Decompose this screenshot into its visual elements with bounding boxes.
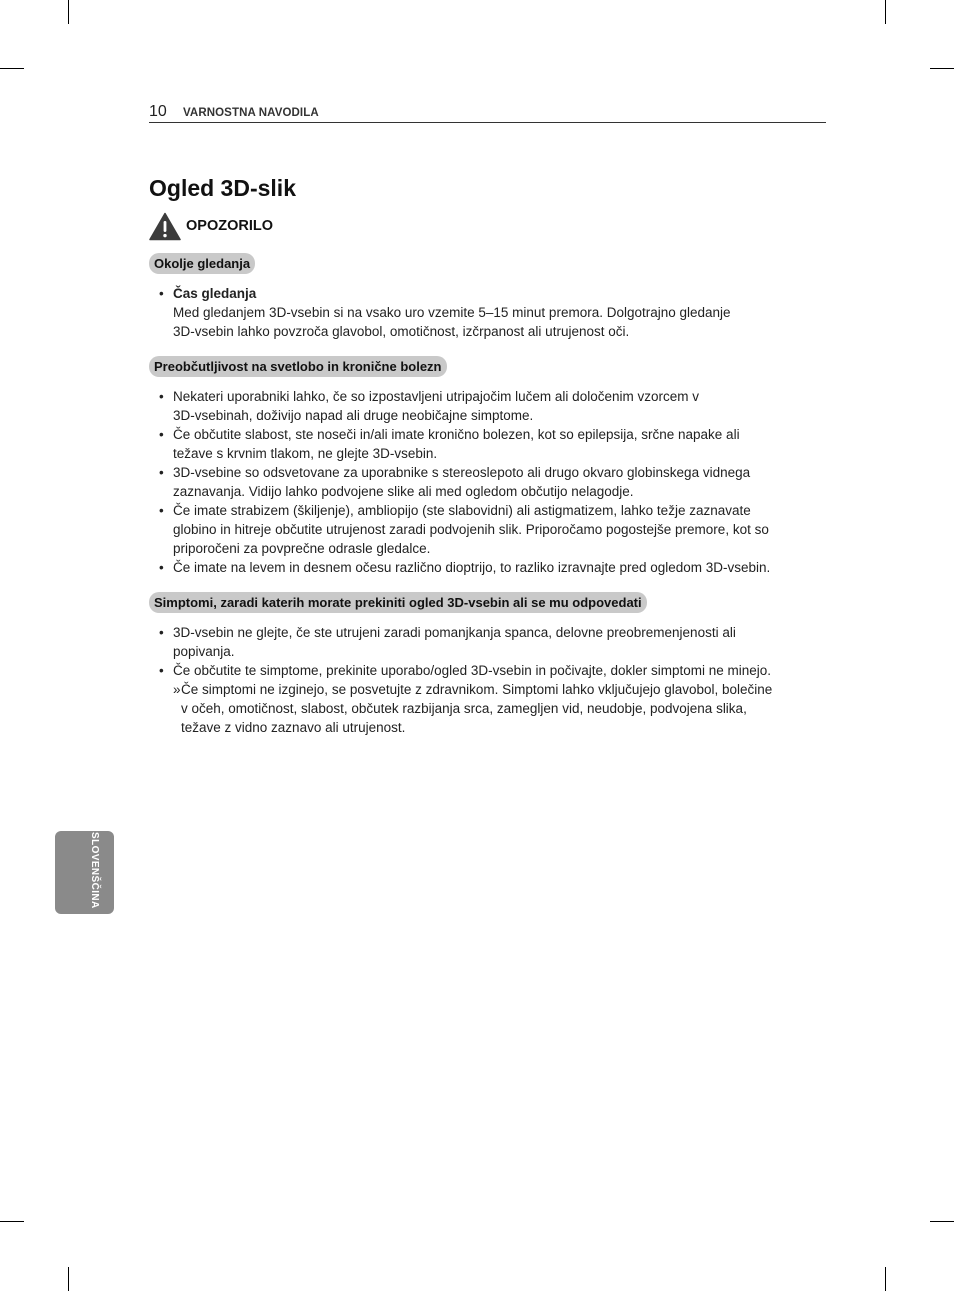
list-item — [159, 463, 819, 501]
sub-item-marker: » — [173, 682, 181, 697]
symptoms-list — [159, 623, 819, 737]
crop-mark — [885, 1267, 886, 1291]
section-name: VARNOSTNA NAVODILA — [183, 107, 319, 119]
item-line: 3D-vsebin lahko povzroča glavobol, omotičnost, izčrpanost ali utrujenost oči. — [173, 324, 630, 339]
language-side-tab — [55, 831, 114, 914]
warning-heading — [149, 211, 273, 241]
crop-mark — [0, 68, 24, 69]
section-heading-light-sensitivity: Preobčutljivost na svetlobo in kronične bolezn — [149, 356, 447, 377]
bullet: • — [159, 503, 164, 518]
language-side-tab-label: SLOVENŠČINA — [89, 832, 100, 909]
list-item — [159, 425, 819, 463]
list-item — [159, 501, 819, 558]
page-title: Ogled 3D-slik — [149, 175, 296, 201]
list-item — [159, 661, 819, 737]
item-line: globino in hitreje občutite utrujenost zaradi podvojenih slik. Priporočamo pogostejše premore, kot so — [173, 522, 769, 537]
item-title: Čas gledanja — [173, 286, 257, 301]
item-line: Nekateri uporabniki lahko, če so izpostavljeni utripajočim lučem ali določenim vzorcem v — [173, 389, 699, 404]
warning-label: OPOZORILO — [186, 218, 273, 234]
sub-item — [173, 680, 819, 737]
crop-mark — [68, 0, 69, 24]
warning-triangle-icon — [149, 212, 181, 241]
list-item — [159, 387, 819, 425]
crop-mark — [68, 1267, 69, 1291]
bullet: • — [159, 663, 164, 678]
viewing-environment-list — [159, 284, 819, 341]
sub-item-line: težave z vidno zaznavo ali utrujenost. — [181, 720, 406, 735]
crop-mark — [885, 0, 886, 24]
crop-mark — [930, 68, 954, 69]
list-item — [159, 284, 819, 341]
sub-item-line: v očeh, omotičnost, slabost, občutek razbijanja srca, zamegljen vid, neudobje, podvojena slika, — [181, 701, 747, 716]
item-line: priporočeni za povprečne odrasle gledalce. — [173, 541, 431, 556]
item-line: zaznavanja. Vidijo lahko podvojene slike ali med ogledom občutijo nelagodje. — [173, 484, 634, 499]
item-line: 3D-vsebine so odsvetovane za uporabnike s stereoslepoto ali drugo okvaro globinskega vidnega — [173, 465, 751, 480]
section-heading-symptoms: Simptomi, zaradi katerih morate prekiniti ogled 3D-vsebin ali se mu odpovedati — [149, 592, 647, 613]
item-line: popivanja. — [173, 644, 235, 659]
light-sensitivity-list — [159, 387, 819, 577]
item-line: Če imate na levem in desnem očesu različno dioptrijo, to razliko izravnajte pred ogledom 3D-vsebin. — [173, 560, 771, 575]
item-line: 3D-vsebinah, doživijo napad ali druge neobičajne simptome. — [173, 408, 534, 423]
item-line: Med gledanjem 3D-vsebin si na vsako uro vzemite 5–15 minut premora. Dolgotrajno gledanje — [173, 305, 731, 320]
crop-mark — [930, 1221, 954, 1222]
list-item — [159, 558, 819, 577]
bullet: • — [159, 625, 164, 640]
section-heading-viewing-environment: Okolje gledanja — [149, 253, 255, 274]
item-line: Če imate strabizem (škiljenje), ambliopijo (ste slabovidni) ali astigmatizem, lahko težje zaznavate — [173, 503, 751, 518]
crop-mark — [0, 1221, 24, 1222]
list-item — [159, 623, 819, 661]
bullet: • — [159, 560, 164, 575]
item-line: Če občutite te simptome, prekinite uporabo/ogled 3D-vsebin in počivajte, dokler simptomi ne minejo. — [173, 663, 772, 678]
item-line: 3D-vsebin ne glejte, če ste utrujeni zaradi pomanjkanja spanca, delovne preobremenjenosti ali — [173, 625, 736, 640]
bullet: • — [159, 465, 164, 480]
page-number: 10 — [149, 103, 167, 120]
item-line: težave s krvnim tlakom, ne glejte 3D-vsebin. — [173, 446, 438, 461]
bullet: • — [159, 427, 164, 442]
page-header — [149, 103, 826, 123]
bullet: • — [159, 389, 164, 404]
item-line: Če občutite slabost, ste noseči in/ali imate kronično bolezen, kot so epilepsija, srčne napake ali — [173, 427, 740, 442]
sub-item-line: Če simptomi ne izginejo, se posvetujte z zdravnikom. Simptomi lahko vključujejo glavobol, bolečine — [181, 682, 773, 697]
bullet: • — [159, 286, 164, 301]
